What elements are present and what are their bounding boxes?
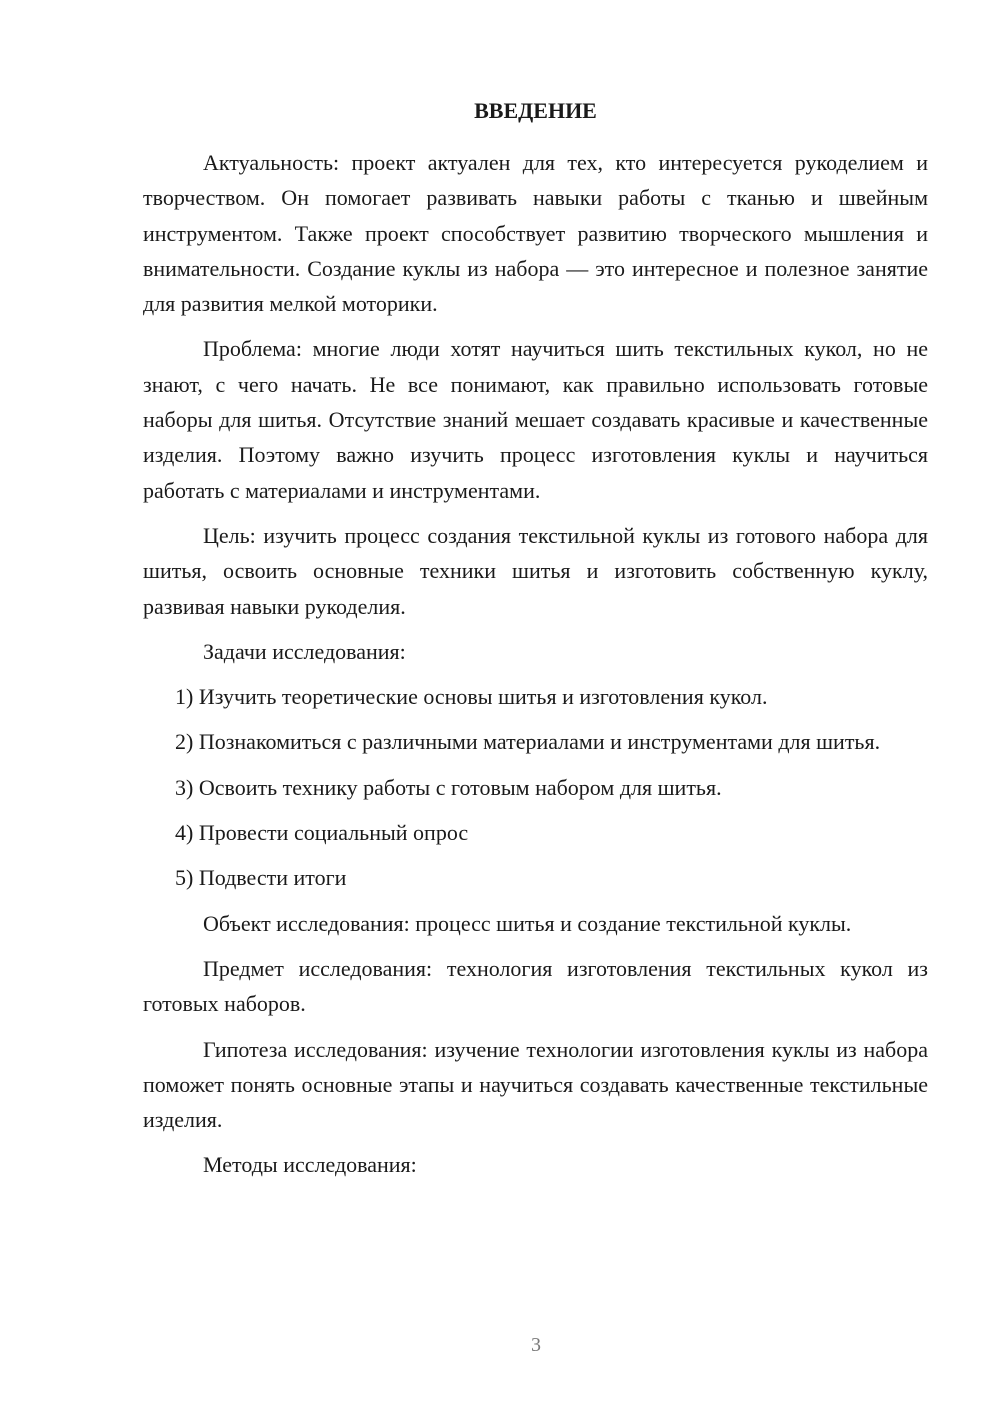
document-page	[143, 93, 928, 1193]
task-item-3: 3) Освоить технику работы с готовым набором для шитья.	[175, 774, 722, 800]
paragraph-hypothesis: Гипотеза исследования: изучение технологии изготовления куклы из набора поможет понять основные этапы и научиться создавать качественные текстильные изделия.	[143, 1036, 928, 1133]
paragraph-subject: Предмет исследования: технология изготовления текстильных кукол из готовых наборов.	[143, 955, 928, 1017]
paragraph-methods-heading: Методы исследования:	[203, 1152, 417, 1178]
paragraph-problem: Проблема: многие люди хотят научиться шить текстильных кукол, но не знают, с чего начать. Не все понимают, как правильно использовать готовые наборы для шитья. Отсутствие знаний мешает создавать красивые и качественные изделия. Поэтому важно изучить процесс изготовления куклы и научиться работать с материалами и инструментами.	[143, 336, 928, 503]
task-item-2: 2) Познакомиться с различными материалами и инструментами для шитья.	[175, 729, 881, 755]
paragraph-goal: Цель: изучить процесс создания текстильной куклы из готового набора для шитья, освоить основные техники шитья и изготовить собственную куклу, развивая навыки рукоделия.	[143, 522, 928, 619]
paragraph-tasks-heading: Задачи исследования:	[203, 638, 406, 664]
task-item-5: 5) Подвести итоги	[175, 865, 347, 891]
task-item-1: 1) Изучить теоретические основы шитья и изготовления кукол.	[175, 684, 768, 710]
section-title: ВВЕДЕНИЕ	[474, 98, 597, 123]
task-item-4: 4) Провести социальный опрос	[175, 820, 469, 846]
page-number: 3	[531, 1334, 541, 1356]
paragraph-object: Объект исследования: процесс шитья и создание текстильной куклы.	[203, 910, 852, 936]
paragraph-relevance: Актуальность: проект актуален для тех, кто интересуется рукоделием и творчеством. Он помогает развивать навыки работы с тканью и швейным инструментом. Также проект способствует развитию творческого мышления и внимательности. Создание куклы из набора — это интересное и полезное занятие для развития мелкой моторики.	[143, 150, 928, 317]
